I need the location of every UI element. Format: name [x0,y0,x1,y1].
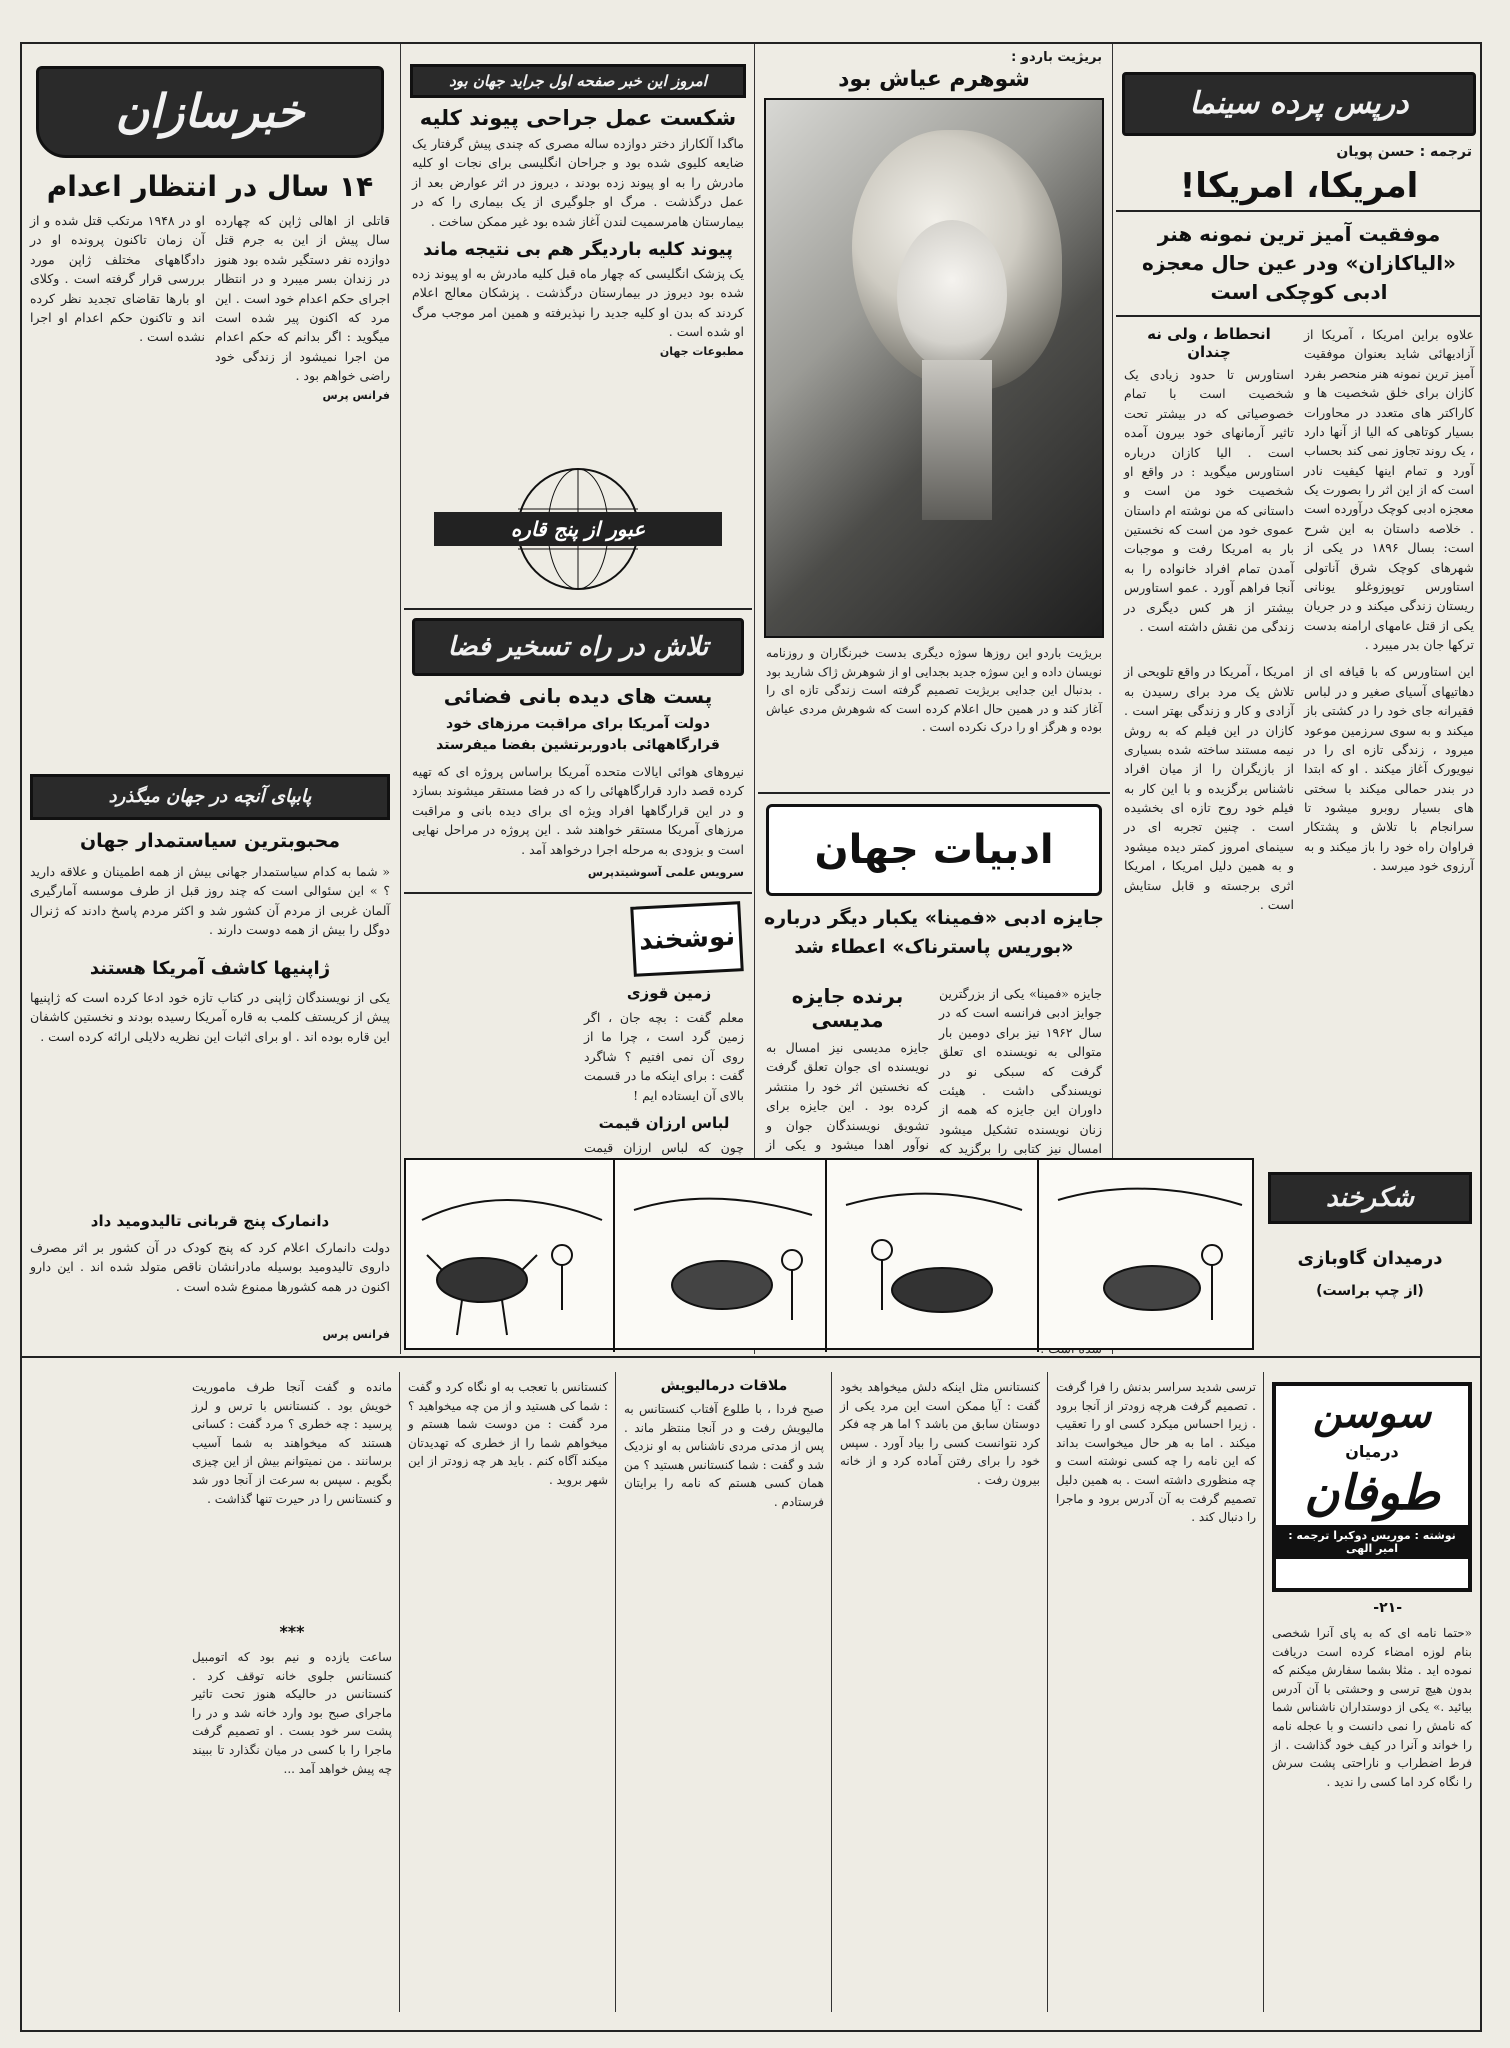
cinema-subtitle: موفقیت آمیز ترین نمونه هنر «الیاکازان» ودر عین حال معجزه ادبی کوچکی است [1142,222,1456,304]
serial-title-mid: درمیان [1345,1442,1399,1461]
world-banner: پابپای آنچه در جهان میگذرد [30,774,390,820]
humor-title-1: زمین قوزی [626,984,712,1002]
serial-title-big: طوفان [1304,1465,1440,1521]
cinema-body-4: امریکا ، آمریکا در واقع تلویحی از تلاش یک مرد برای رسیدن به آزادی و کار و زندگی بهتر است . کازان در این فیلم که به روش نیمه مستند ساخته شده بسیاری از بازیگران را از میان افراد ناشناس برگزیده و با این کار به فیلم خود روح تازه ای بخشیده است . چنین تجربه ای در سینمای امروز کمتر دیده میشود و به همین دلیل امریکا ، امریکا اثری برجسته و قابل ستایش است . [1124,664,1294,912]
medici-prize-head: برنده جایزه مدیسی [791,984,904,1032]
denmark-credit: فرانس پرس [322,1328,390,1341]
serial-col-3: کنستانس مثل اینکه دلش میخواهد بخود گفت : آیا ممکن است این مرد یکی از دوستان سابق من باشد ؟ اما هر چه فکر کرد نتوانست کسی را بیاد آورد . سپس خود را برای رفتن آماده کرد و از خانه بیرون رفت . [840,1380,1040,1487]
cartoon-banner: شکرخند [1268,1172,1472,1224]
serial-col-7: ساعت یازده و نیم بود که اتومبیل کنستانس جلوی خانه توقف کرد . کنستانس در حالیکه هنوز تحت تاثیر ماجرای صبح بود وارد خانه شد و در را پشت سر خود بست . او تصمیم گرفت ماجرا را با کسی در میان نگذارد تا ببیند چه پیش خواهد آمد ... [192,1650,392,1776]
execution-body-2: او در ۱۹۴۸ مرتکب قتل شده و از آن زمان تاکنون پرونده او در دادگاههای مختلف ژاپن مورد بررسی قرار گرفته است . وکلای او بارها تقاضای تجدید نظر کرده اند و تاکنون حکم اعدام او اجرا نشده است . [30,213,206,345]
humor-body-2: چون که لباس ارزان قیمت [584,1140,744,1155]
execution-title: ۱۴ سال در انتظار اعدام [46,170,374,203]
kidney-title-2: پیوند کلیه باردیگر هم بی نتیجه ماند [423,238,733,260]
section-divider [22,1356,1480,1358]
politician-body: « شما به کدام سیاستمدار جهانی بیش از همه اطمینان و علاقه دارید ؟ » این سئوالی است که چند روز قبل از طرف موسسه آمارگیری آلمان غربی از مردم آن کشور شد و اکثر مردم پاسخ دادند که ژنرال دوگل را بیش از همه دوست دارند . [30,864,390,938]
serial-rule [1047,1372,1048,2012]
denmark-body: دولت دانمارک اعلام کرد که پنج کودک در آن کشور بر اثر مصرف داروی تالیدومید بوسیله مادرانشان ناقص متولد شده اند . این دارو اکنون در همه کشورها ممنوع شده است . [30,1240,390,1294]
kidney-credit: مطبوعات جهان [659,345,744,359]
bardot-kicker: بریژیت باردو : [1011,50,1102,65]
bardot-caption: بریژیت باردو این روزها سوژه دیگری بدست خبرنگاران و روزنامه نویسان داده و این سوژه جدید بجدایی او از شوهرش ژاک شارید بود . بدنبال این جدایی بریژیت تصمیم گرفته است زندگی تازه ای را آغاز کند و در همین حال اعلام کرده است که شوهرش مردی عیاش بوده و هرگز او را درک نکرده است . [766,646,1102,735]
japan-body: یکی از نویسندگان ژاپنی در کتاب تازه خود ادعا کرده است که ژاپنیها پیش از کریستف کلمب به قاره آمریکا رسیده بودند و نخستین کاشفان این قاره بوده اند . او برای اثبات این نظریه دلایلی ارائه کرده است . [30,990,390,1044]
serial-col-2: ترسی شدید سراسر بدنش را فرا گرفت . تصمیم گرفت هرچه زودتر از آنجا برود . زیرا احساس میکرد کسی او را تعقیب میکند . اما به هر حال میخواست بداند که این نامه را چه کسی نوشته است و چه منظوری داشته است . به همین دلیل تصمیم گرفت به آن آدرس برود و ماجرا را دنبال کند . [1056,1380,1256,1525]
khabarsazan-column [22,44,398,1354]
space-body: نیروهای هوائی ایالات متحده آمریکا براساس پروژه ای که تهیه کرده قصد دارد قرارگاههائی را که در فضا مستقر میشوند بسازد و در این قرارگاهها افراد ویژه ای برای دیده بانی و مراقبت مرزهای آمریکا مستقر خواهند شد . این پروژه در مراحل نهایی است و بزودی به مرحله اجرا درخواهد آمد . [412,764,744,857]
khabarsazan-logo: خبرسازان [36,66,384,158]
space-credit: سرویس علمی آسوشیتدپرس [587,866,744,879]
kidney-body-1: ماگدا آلکاراز دختر دوازده ساله مصری که چندی پیش گرفتار یک ضایعه کلیوی شده بود و جراحان انگلیسی برای نجات او کلیه مادرش را به او پیوند زده بودند ، دیروز در اثر عوارض بعد از عمل درگذشت . مرگ او جلوگیری از یک بیماری را که در بیمارستان هامرسمیت لندن آغاز شده بود غیر ممکن ساخت . [412,136,744,229]
serial-col-6: مانده و گفت آنجا طرف ماموریت خویش بود . کنستانس با ترس و لرز پرسید : چه خطری ؟ مرد گفت : کسانی هستند که میخواهند به شما آسیب برسانند . من نمیتوانم بیش از این چیزی بگویم . سپس به سرعت از آنجا دور شد و کنستانس را در حیرت تنها گذاشت . [192,1380,392,1506]
cinema-banner: درپس پرده سینما [1122,72,1476,136]
bardot-photo [764,98,1104,638]
serial-rule [399,1372,400,2012]
serial-credit: نوشته : موریس دوکبرا ترجمه : امیر الهی [1276,1525,1468,1559]
literature-body-3: جایزه مدیسی نیز امسال به نویسنده ای جوان تعلق گرفت که نخستین اثر خود را منتشر کرده بود . این جایزه برای تشویق نویسندگان جوان و نوآور اهدا میشود و یکی از [766,1040,929,1152]
politician-title: محبوبترین سیاستمدار جهان [79,830,341,852]
cartoon-caption-box [1258,1158,1482,1354]
column-rule [400,44,401,1354]
five-continents-label: عبور از پنج قاره [510,517,646,541]
serial-subhead: ملاقات درمالیویش [660,1378,788,1394]
serial-page-number: -۲۱- [1373,1600,1402,1616]
kidney-body-2: یک پزشک انگلیسی که چهار ماه قبل کلیه مادرش به او پیوند زده شده بود دیروز در بیمارستان درگذشت . پزشکان معالج اعلام کردند که بدن او کلیه جدید را نپذیرفته و همین امر موجب مرگ او شده است . [412,265,744,339]
execution-credit: فرانس پرس [322,389,390,403]
newspaper-page [20,42,1482,2032]
denmark-title: دانمارک پنج قربانی تالیدومید داد [90,1212,330,1230]
literature-banner: ادبیات جهان [766,804,1102,896]
serial-col-5: کنستانس با تعجب به او نگاه کرد و گفت : شما کی هستید و از من چه میخواهید ؟ مرد گفت : من دوست شما هستم و میخواهم شما را از خطری که تهدیدتان میکند آگاه کنم . باید هر چه زودتر از این شهر بروید . [408,1380,608,1487]
serial-col-1: «حتما نامه ای که به پای آنرا شخصی بنام لوزه امضاء کرده است دریافت نموده اید . مثلا بشما سفارش میکنم که بدون هیچ ترسی و وحشتی با آن آدرس بیائید .» یکی از دوستداران ناشناس شما که نامش را نمی دانست و با عجله نامه را خواند و آنرا در کیف خود گذاشت . از فرط اضطراب و ناراحتی پشت سرش را نگاه کرد اما کسی را ندید . [1272,1626,1472,1789]
space-subtitle: دولت آمریکا برای مراقبت مرزهای خود قرارگاههائی بادوربرتشین بفضا میفرستد [436,716,720,753]
serial-title-word: سوسن [1312,1391,1432,1437]
kidney-title-1: شکست عمل جراحی پیوند کلیه [419,106,737,130]
bardot-title: شوهرم عیاش بود [838,67,1030,92]
space-banner: تلاش در راه تسخیر فضا [412,618,744,676]
serial-section [22,1362,1482,2032]
today-banner: امروز این خبر صفحه اول جراید جهان بود [410,64,746,98]
serial-rule [831,1372,832,2012]
cinema-body-3: این استاورس که با قیافه ای از دهاتیهای آسیای صغیر و در لباس فقیرانه جای خود را در کشتی باز میکند و به سوی سرزمین موعود میرود ، زندگی تازه ای را در نیویورک آغاز میکند . او که ابتدا در بندر حمالی میکند با سختی های بسیار روبرو میشود تا سرانجام با تلاش و پشتکار فراوان راه خود را باز میکند و به آرزوی خود میرسد . [1304,664,1474,874]
serial-banner [1272,1382,1472,1592]
cartoon-title: درمیدان گاوبازی [1297,1248,1443,1269]
execution-body-1: قاتلی از اهالی ژاپن که چهارده سال پیش از این به جرم قتل دوازده نفر دستگیر شده بود هنوز در زندان بسر میبرد و در انتظار اجرای حکم اعدام خود است . این مرد که اکنون پیر شده است میگوید : اگر بدانم که حکم اعدام من اجرا نمیشود از زندگی خود راضی خواهم بود . [215,213,390,383]
bullfight-cartoon [404,1158,1254,1350]
serial-rule [1263,1372,1264,2012]
literature-body-1: جایزه «فمینا» یکی از بزرگترین جوایز ادبی فرانسه است که در سال ۱۹۶۲ نیز برای دومین بار متوالی به نویسنده ای تعلق گرفت که سبکی نو در نویسندگی داشت . هیئت داوران این جایزه که همه از زنان نویسنده تشکیل میشود امسال نیز کتابی را برگزید که [939,986,1102,1156]
serial-col-4-wrap [624,1378,824,1512]
humor-title-2: لباس ارزان قیمت [598,1114,730,1132]
cinema-subhead: انحطاط ، ولی نه چندان [1147,325,1271,361]
cartoon-note: (از چپ براست) [1316,1283,1424,1299]
literature-title: جایزه ادبی «فمینا» یکبار دیگر درباره «بوریس پاسترناک» اعطاء شد [764,907,1104,958]
humor-body-1: معلم گفت : بچه جان ، اگر زمین گرد است ، چرا ما از روی آن نمی افتیم ؟ شاگرد گفت : برای اینکه ما در قسمت بالای آن ایستاده ایم ! [584,1010,744,1103]
translator-credit: ترجمه : حسن پویان [1336,144,1472,160]
japan-title: ژاپنیها کاشف آمریکا هستند [89,958,331,979]
serial-col-4: صبح فردا ، با طلوع آفتاب کنستانس به مالیویش رفت و در آنجا منتظر ماند . پس از مدتی مردی ناشناس به او نزدیک شد و گفت : شما کنستانس هستید ؟ من همان کسی هستم که نامه را برایتان فرستادم . [624,1402,824,1509]
serial-stars: *** [279,1622,305,1641]
globe-graphic [424,464,732,594]
cinema-body-2: استاورس تا حدود زیادی یک شخصیت است با تمام خصوصیاتی که در بیشتر تحت تاثیر آرمانهای خود بیرون آمده است . الیا کازان درباره استاورس میگوید : در واقع او شخصیت خود من است و داستانی که من نوشته ام داستان عموی خود من است که نخستین بار به امریکا رفت و موجبات آمدن تمام افراد خانواده را به آنجا فراهم آورد . عمو استاورس بیشتر از هر کس دیگری در زندگی من نقش داشته است . [1124,367,1294,634]
cinema-title: امریکا، امریکا! [1179,166,1419,206]
humor-banner: نوشخند [630,901,744,977]
serial-rule [615,1372,616,2012]
space-title: پست های دیده بانی فضائی [443,684,713,708]
cinema-body-1: علاوه براین امریکا ، آمریکا از آزادیهائی شاید بعنوان موفقیت آمیز ترین نمونه هنر منحصر بفرد کازان برای خلق شخصیت ها و کاراکتر های متعدد در محاورات بسیار کوتاهی که الیا از آنها دارد ، یک روند تجاوز نمی کند بحساب آورد و تمام اینها کیفیت نادر است که از این اثر را بصورت یک معجزه ادبی کوچک درآورده است . خلاصه داستان به این شرح است: بسال ۱۸۹۶ در یکی از شهرهای کوچک شرق آناتولی استاورس توپوزوغلو یونانی ریستان زندگی میکند و در جریان یکی از قتل عامهای ارامنه بدست ترکها جان بدر میبرد . [1304,327,1474,652]
bullfight-cartoon-drawing [402,1160,1252,1352]
